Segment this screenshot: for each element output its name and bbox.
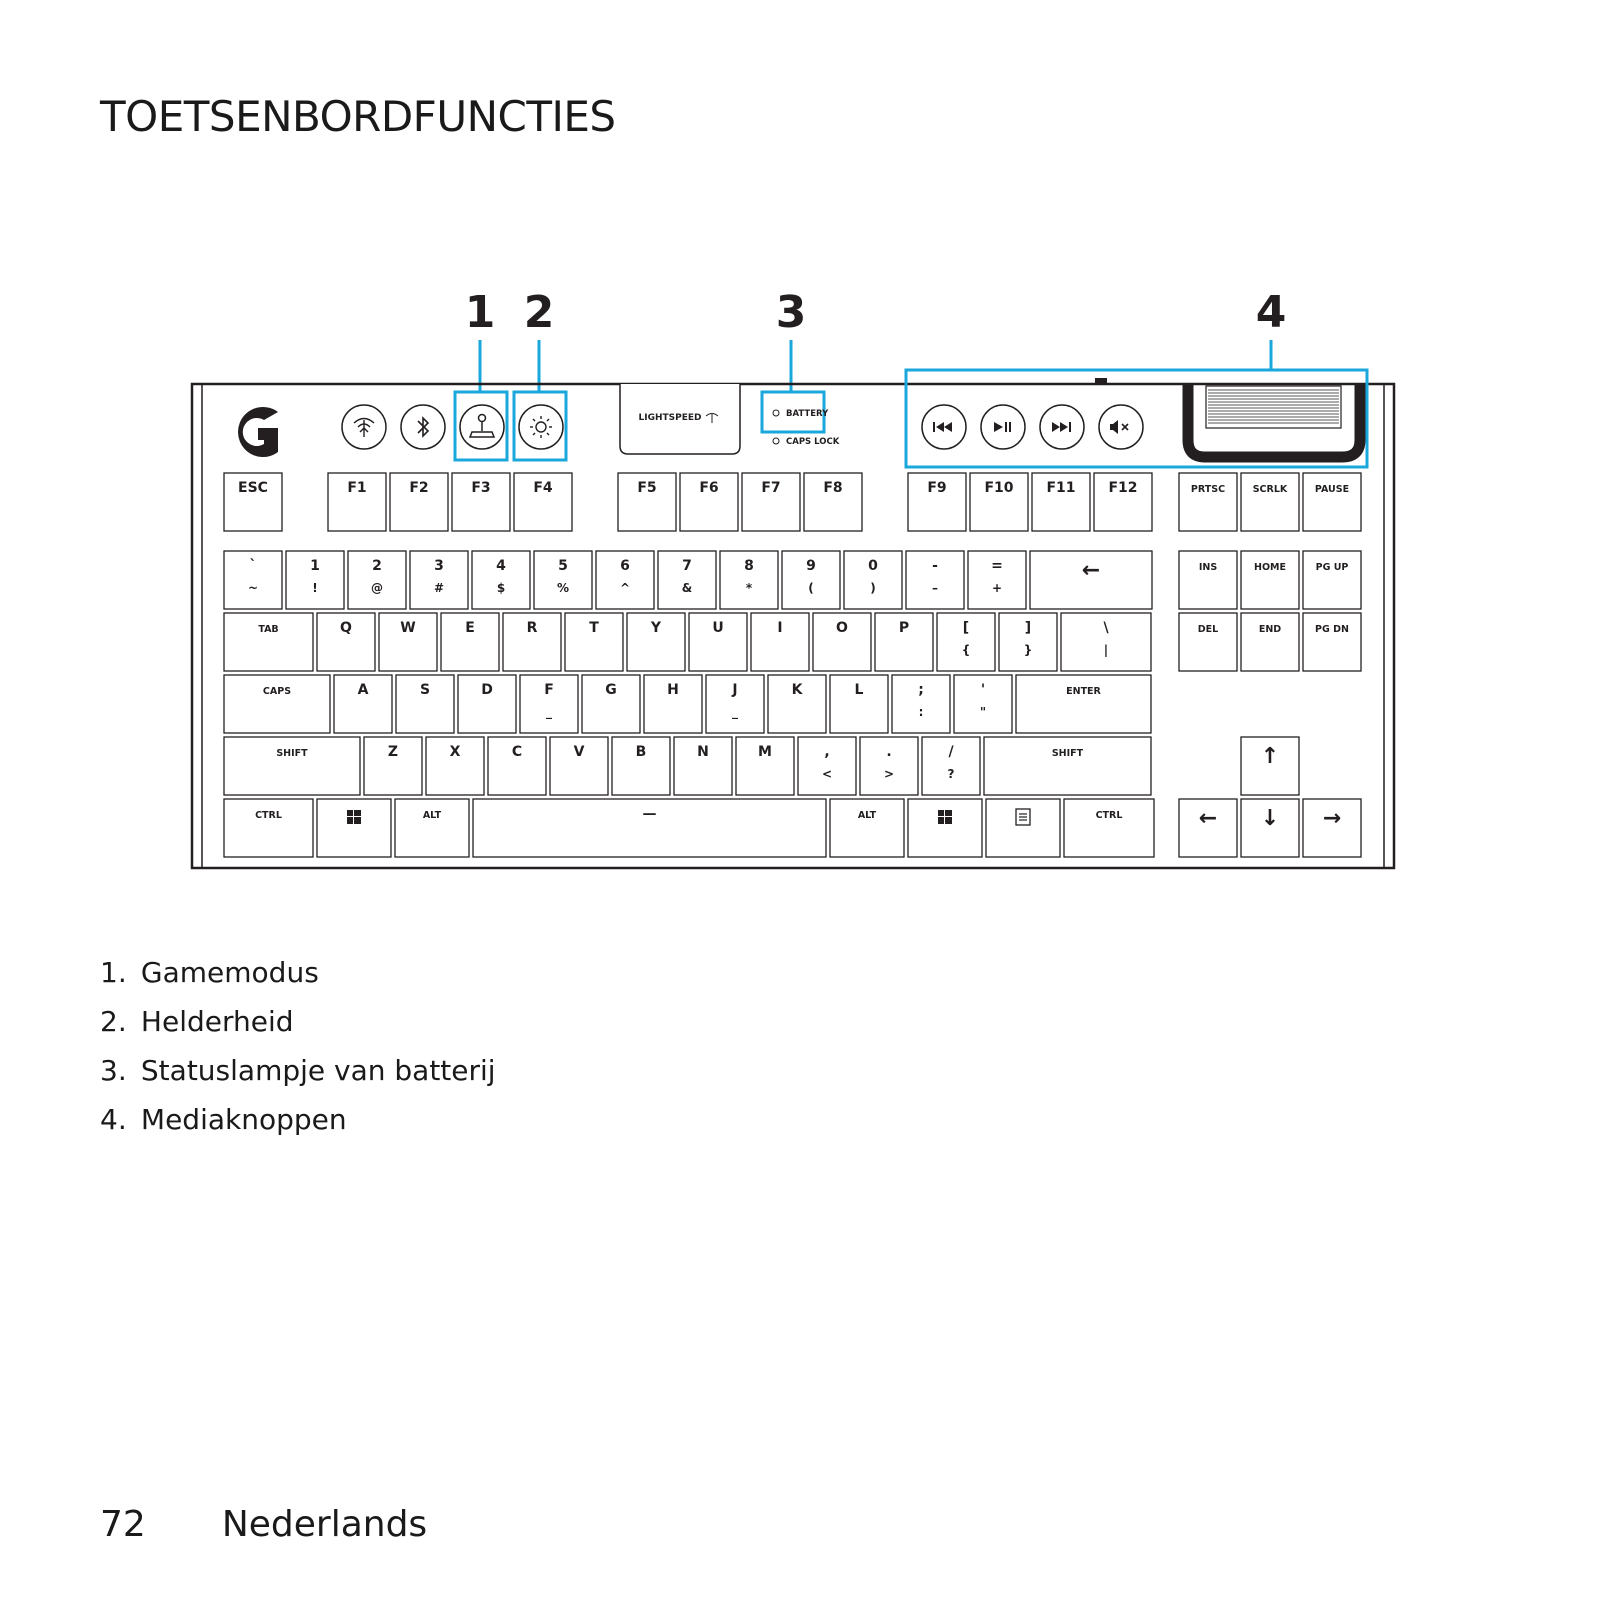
- key-f4[interactable]: [514, 473, 572, 531]
- key-n7[interactable]: [658, 551, 716, 609]
- key-label: ESC: [238, 480, 268, 496]
- key-label: E: [465, 620, 475, 636]
- key-label: END: [1258, 624, 1282, 635]
- brightness-button[interactable]: [519, 405, 563, 449]
- key-label: ': [980, 682, 986, 698]
- key-p[interactable]: [875, 613, 933, 671]
- key-enter[interactable]: [1016, 675, 1151, 733]
- key-prtsc[interactable]: [1179, 473, 1237, 531]
- key-label: PAUSE: [1314, 484, 1350, 495]
- key-label: C: [511, 744, 523, 760]
- key-label: F7: [761, 480, 781, 496]
- key-arrow-up[interactable]: [1241, 737, 1299, 795]
- key-label: ↑: [1260, 744, 1280, 769]
- key-label: TAB: [258, 624, 279, 635]
- key-n8[interactable]: [720, 551, 778, 609]
- key-secondary-label: +: [991, 581, 1003, 595]
- key-secondary-label: @: [371, 581, 383, 595]
- key-f6[interactable]: [680, 473, 738, 531]
- key-f10[interactable]: [970, 473, 1028, 531]
- key-n9[interactable]: [782, 551, 840, 609]
- key-label: 3: [434, 558, 444, 574]
- key-label: ALT: [422, 810, 442, 821]
- key-n10[interactable]: [844, 551, 902, 609]
- key-f5[interactable]: [618, 473, 676, 531]
- legend-item: [100, 948, 496, 997]
- page-title: TOETSENBORDFUNCTIES: [100, 92, 616, 141]
- key-s2[interactable]: [426, 737, 484, 795]
- key-label: [: [962, 620, 970, 636]
- key-n2[interactable]: [348, 551, 406, 609]
- legend-number: 2.: [100, 1005, 127, 1038]
- play-pause-button[interactable]: [981, 405, 1025, 449]
- key-arrow-left[interactable]: [1179, 799, 1237, 857]
- key-label: CAPS: [262, 686, 292, 697]
- key-label: O: [836, 620, 848, 636]
- menu-icon: [1016, 809, 1030, 825]
- key-secondary-label: ^: [619, 581, 631, 595]
- key-backslash[interactable]: [1061, 613, 1151, 671]
- key-label: F2: [409, 480, 429, 496]
- key-label: 9: [806, 558, 816, 574]
- windows-icon: [938, 810, 952, 824]
- key-label: Q: [340, 620, 352, 636]
- key-n5[interactable]: [534, 551, 592, 609]
- legend-number: 3.: [100, 1054, 127, 1087]
- key-label: -: [932, 558, 938, 574]
- key-secondary-label: *: [745, 581, 753, 595]
- key-label: R: [526, 620, 538, 636]
- key-label: F11: [1046, 480, 1076, 496]
- top-connector: [1095, 378, 1107, 384]
- key-label: F12: [1108, 480, 1138, 496]
- key-n0[interactable]: [224, 551, 282, 609]
- key-right-shift[interactable]: [984, 737, 1151, 795]
- caps-lock-led: [773, 438, 779, 444]
- key-label: Z: [387, 744, 399, 760]
- key-secondary-label: &: [681, 581, 693, 595]
- g-logo-icon: [238, 407, 278, 457]
- key-s6[interactable]: [674, 737, 732, 795]
- bluetooth-button[interactable]: [401, 405, 445, 449]
- key-h9[interactable]: [830, 675, 888, 733]
- key-s7[interactable]: [736, 737, 794, 795]
- key-n4[interactable]: [472, 551, 530, 609]
- key-label: DEL: [1197, 624, 1219, 635]
- key-label: ←: [1198, 806, 1218, 831]
- legend-text: Helderheid: [140, 1005, 294, 1038]
- key-label: F6: [699, 480, 719, 496]
- legend-text: Mediaknoppen: [140, 1103, 347, 1136]
- key-space[interactable]: [473, 799, 826, 857]
- key-s9[interactable]: [860, 737, 918, 795]
- key-secondary-label: ?: [947, 767, 955, 781]
- key-h3[interactable]: [458, 675, 516, 733]
- key-label: HOME: [1254, 562, 1286, 573]
- key-f8[interactable]: [804, 473, 862, 531]
- key-secondary-label: ~: [247, 581, 259, 595]
- key-label: PG DN: [1315, 624, 1349, 635]
- windows-icon: [347, 810, 361, 824]
- key-label: Y: [650, 620, 662, 636]
- key-caps[interactable]: [224, 675, 330, 733]
- key-arrow-right[interactable]: [1303, 799, 1361, 857]
- key-label: T: [589, 620, 599, 636]
- key-n3[interactable]: [410, 551, 468, 609]
- legend-text: Statuslampje van batterij: [140, 1054, 496, 1087]
- callout-4: 4: [1255, 287, 1287, 338]
- legend-item: [100, 1095, 496, 1144]
- key-label: 2: [372, 558, 382, 574]
- key-label: .: [886, 744, 892, 760]
- key-s8[interactable]: [798, 737, 856, 795]
- previous-track-button[interactable]: [922, 405, 966, 449]
- key-h1[interactable]: [334, 675, 392, 733]
- legend-item: [100, 997, 496, 1046]
- key-h2[interactable]: [396, 675, 454, 733]
- key-label: V: [573, 744, 585, 760]
- key-label: \: [1103, 620, 1109, 636]
- key-secondary-label: }: [1023, 643, 1033, 657]
- key-secondary-label: ): [870, 581, 876, 595]
- key-label: ENTER: [1066, 686, 1101, 697]
- key-t[interactable]: [565, 613, 623, 671]
- legend-text: Gamemodus: [140, 956, 319, 989]
- key-secondary-label: {: [961, 643, 971, 657]
- legend-number: 4.: [100, 1103, 127, 1136]
- key-h7[interactable]: [706, 675, 764, 733]
- key-label: 7: [682, 558, 692, 574]
- page-number: 72: [100, 1504, 146, 1545]
- key-label: G: [605, 682, 617, 698]
- key-left-shift[interactable]: [224, 737, 360, 795]
- key-s10[interactable]: [922, 737, 980, 795]
- key-secondary-label: #: [433, 581, 445, 595]
- key-h10[interactable]: [892, 675, 950, 733]
- key-label: S: [419, 682, 431, 698]
- key-secondary-label: %: [556, 581, 570, 595]
- lightspeed-receiver: [620, 384, 740, 454]
- key-label: INS: [1198, 562, 1218, 573]
- key-label: A: [357, 682, 369, 698]
- key-label: I: [777, 620, 783, 636]
- key-label: SCRLK: [1252, 484, 1288, 495]
- key-label: F5: [637, 480, 657, 496]
- mute-button[interactable]: [1099, 405, 1143, 449]
- key-label: `: [249, 558, 257, 574]
- key-s1[interactable]: [364, 737, 422, 795]
- legend-list: [100, 948, 496, 1144]
- key-o[interactable]: [813, 613, 871, 671]
- key-symbol[interactable]: [999, 613, 1057, 671]
- key-ins[interactable]: [1179, 551, 1237, 609]
- game-mode-button[interactable]: [460, 405, 504, 449]
- key-f9[interactable]: [908, 473, 966, 531]
- key-i[interactable]: [751, 613, 809, 671]
- key-arrow-down[interactable]: [1241, 799, 1299, 857]
- key-f7[interactable]: [742, 473, 800, 531]
- key-n6[interactable]: [596, 551, 654, 609]
- callout-3: 3: [775, 287, 807, 338]
- key-h6[interactable]: [644, 675, 702, 733]
- key-label: F4: [533, 480, 553, 496]
- keys: [224, 473, 1361, 857]
- key-q[interactable]: [317, 613, 375, 671]
- key-label: SHIFT: [1051, 748, 1084, 759]
- next-track-button[interactable]: [1040, 405, 1084, 449]
- key-del[interactable]: [1179, 613, 1237, 671]
- key-secondary-label: ": [979, 705, 987, 719]
- key-label: F9: [927, 480, 947, 496]
- key-label: /: [948, 744, 954, 760]
- key-u[interactable]: [689, 613, 747, 671]
- key-secondary-label: _: [546, 705, 552, 719]
- key-tab[interactable]: [224, 613, 313, 671]
- key-label: F3: [471, 480, 491, 496]
- key-label: M: [758, 744, 772, 760]
- key-label: CTRL: [255, 810, 282, 821]
- key-y[interactable]: [627, 613, 685, 671]
- key-label: F: [544, 682, 554, 698]
- key-h8[interactable]: [768, 675, 826, 733]
- key-label: PRTSC: [1190, 484, 1226, 495]
- key-f2[interactable]: [390, 473, 448, 531]
- key-label: F10: [984, 480, 1014, 496]
- key-label: K: [791, 682, 803, 698]
- key-f3[interactable]: [452, 473, 510, 531]
- key-label: SHIFT: [276, 748, 308, 759]
- key-secondary-label: :: [918, 705, 924, 719]
- key-label: J: [732, 682, 738, 698]
- key-label: 8: [744, 558, 754, 574]
- key-label: ]: [1024, 620, 1032, 636]
- key-right-windows[interactable]: [908, 799, 982, 857]
- key-label: F8: [823, 480, 843, 496]
- key-label: ;: [918, 682, 924, 698]
- key-esc[interactable]: [224, 473, 282, 531]
- key-secondary-label: (: [808, 581, 814, 595]
- key-pause[interactable]: [1303, 473, 1361, 531]
- key-n11[interactable]: [906, 551, 964, 609]
- page-footer: [100, 1504, 427, 1545]
- key-label: 6: [620, 558, 630, 574]
- key-home[interactable]: [1241, 551, 1299, 609]
- caps-lock-label: CAPS LOCK: [786, 437, 840, 447]
- key-label: ↓: [1260, 806, 1280, 831]
- key-secondary-label: !: [312, 581, 318, 595]
- receiver-label: LIGHTSPEED: [638, 413, 702, 423]
- key-pg-up[interactable]: [1303, 551, 1361, 609]
- key-end[interactable]: [1241, 613, 1299, 671]
- key-h11[interactable]: [954, 675, 1012, 733]
- page-language: Nederlands: [221, 1504, 428, 1545]
- key-label: 4: [496, 558, 506, 574]
- key-label: P: [898, 620, 910, 636]
- key-s3[interactable]: [488, 737, 546, 795]
- lightspeed-button[interactable]: [342, 405, 386, 449]
- legend-item: [100, 1046, 496, 1095]
- battery-led: [773, 410, 779, 416]
- key-label: CTRL: [1095, 810, 1123, 821]
- key-n12[interactable]: [968, 551, 1026, 609]
- battery-label: BATTERY: [786, 409, 829, 419]
- volume-roller[interactable]: [1188, 384, 1360, 457]
- key-label: L: [854, 682, 864, 698]
- key-label: 0: [868, 558, 878, 574]
- legend-number: 1.: [100, 956, 127, 989]
- key-label: PG UP: [1315, 562, 1349, 573]
- callout-2: 2: [523, 287, 555, 338]
- key-w[interactable]: [379, 613, 437, 671]
- key-label: H: [667, 682, 679, 698]
- key-label: N: [697, 744, 709, 760]
- key-label: ALT: [857, 810, 877, 821]
- key-e[interactable]: [441, 613, 499, 671]
- key-label: ←: [1081, 558, 1101, 583]
- key-s5[interactable]: [612, 737, 670, 795]
- key-pg-dn[interactable]: [1303, 613, 1361, 671]
- key-label: U: [712, 620, 724, 636]
- key-right-ctrl[interactable]: [1064, 799, 1154, 857]
- key-label: →: [1322, 806, 1342, 831]
- key-label: 5: [558, 558, 568, 574]
- callout-1: 1: [464, 287, 496, 338]
- key-label: W: [400, 620, 416, 636]
- key-left-ctrl[interactable]: [224, 799, 313, 857]
- key-secondary-label: |: [1103, 643, 1109, 657]
- key-secondary-label: _: [732, 705, 738, 719]
- key-h4[interactable]: [520, 675, 578, 733]
- key-backspace[interactable]: [1030, 551, 1152, 609]
- key-label: B: [635, 744, 647, 760]
- key-s4[interactable]: [550, 737, 608, 795]
- key-secondary-label: $: [496, 581, 506, 595]
- key-scrlk[interactable]: [1241, 473, 1299, 531]
- key-secondary-label: –: [932, 581, 938, 595]
- key-secondary-label: <: [821, 767, 833, 781]
- key-label: 1: [310, 558, 320, 574]
- key-label: X: [449, 744, 461, 760]
- key-symbol[interactable]: [937, 613, 995, 671]
- key-left-alt[interactable]: [395, 799, 469, 857]
- key-label: D: [481, 682, 493, 698]
- key-label: F1: [347, 480, 367, 496]
- key-left-windows[interactable]: [317, 799, 391, 857]
- key-n1[interactable]: [286, 551, 344, 609]
- key-label: —: [642, 806, 657, 822]
- key-f11[interactable]: [1032, 473, 1090, 531]
- key-label: =: [991, 558, 1003, 574]
- key-r[interactable]: [503, 613, 561, 671]
- key-right-alt[interactable]: [830, 799, 904, 857]
- key-h5[interactable]: [582, 675, 640, 733]
- key-f1[interactable]: [328, 473, 386, 531]
- key-f12[interactable]: [1094, 473, 1152, 531]
- key-secondary-label: >: [883, 767, 895, 781]
- key-label: ,: [824, 744, 830, 760]
- key-menu[interactable]: [986, 799, 1060, 857]
